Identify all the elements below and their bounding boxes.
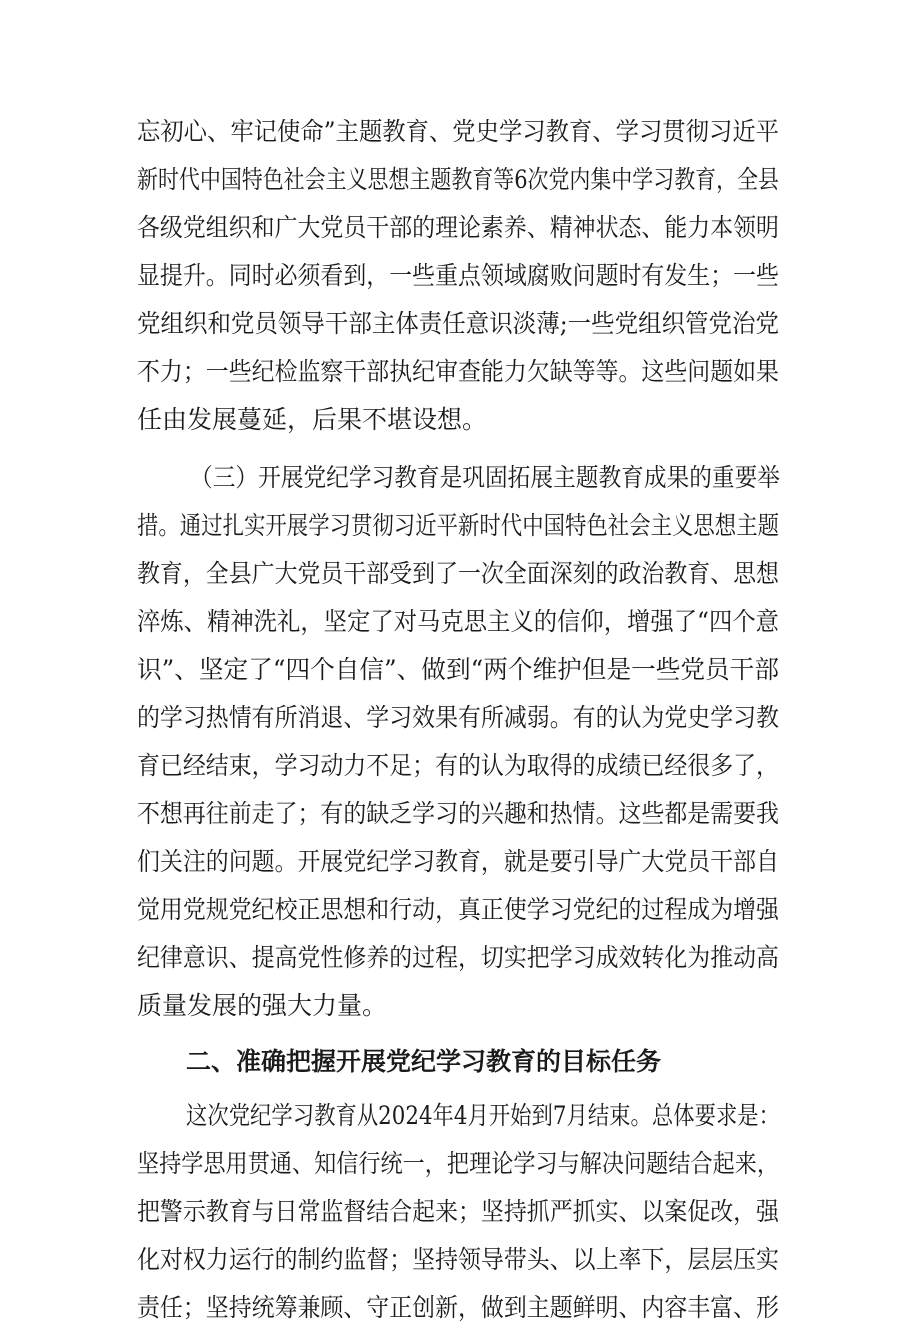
text-line: 新时代中国特色社会主义思想主题教育等6次党内集中学习教育，全县	[137, 165, 779, 194]
text-line: 淬炼、精神洗礼，坚定了对马克思主义的信仰，增强了“四个意	[137, 607, 779, 636]
text-line: 们关注的问题。开展党纪学习教育，就是要引导广大党员干部自	[137, 847, 779, 876]
text-line: 这次党纪学习教育从2024年4月开始到7月结束。总体要求是：	[186, 1101, 780, 1130]
text-line: 不力；一些纪检监察干部执纪审查能力欠缺等等。这些问题如果	[137, 357, 779, 386]
text-line: 党组织和党员领导干部主体责任意识淡薄;一些党组织管党治党	[137, 309, 779, 338]
text-line: 坚持学思用贯通、知信行统一，把理论学习与解决问题结合起来，	[137, 1149, 779, 1178]
text-line: （三）开展党纪学习教育是巩固拓展主题教育成果的重要举	[190, 463, 780, 492]
text-line: 觉用党规党纪校正思想和行动，真正使学习党纪的过程成为增强	[137, 895, 779, 924]
text-line: 把警示教育与日常监督结合起来；坚持抓严抓实、以案促改，强	[137, 1197, 779, 1226]
text-line: 的学习热情有所消退、学习效果有所减弱。有的认为党史学习教	[137, 703, 779, 732]
text-line: 育已经结束，学习动力不足；有的认为取得的成绩已经很多了，	[137, 751, 779, 780]
text-line: 措。通过扎实开展学习贯彻习近平新时代中国特色社会主义思想主题	[137, 511, 779, 540]
text-line: 化对权力运行的制约监督；坚持领导带头、以上率下，层层压实	[137, 1245, 779, 1274]
text-line: 忘初心、牢记使命”主题教育、党史学习教育、学习贯彻习近平	[137, 117, 779, 146]
text-line: 识”、坚定了“四个自信”、做到“两个维护但是一些党员干部	[137, 655, 779, 684]
text-line: 不想再往前走了；有的缺乏学习的兴趣和热情。这些都是需要我	[137, 799, 779, 828]
text-line: 任由发展蔓延，后果不堪设想。	[137, 405, 488, 434]
text-line: 质量发展的强大力量。	[137, 991, 388, 1020]
text-line: 纪律意识、提高党性修养的过程，切实把学习成效转化为推动高	[137, 943, 779, 972]
text-line: 各级党组织和广大党员干部的理论素养、精神状态、能力本领明	[137, 213, 779, 242]
text-line: 显提升。同时必须看到，一些重点领域腐败问题时有发生；一些	[137, 261, 779, 290]
text-line: 责任；坚持统筹兼顾、守正创新，做到主题鲜明、内容丰富、形	[137, 1293, 779, 1322]
section-heading: 二、准确把握开展党纪学习教育的目标任务	[186, 1047, 662, 1076]
text-line: 教育，全县广大党员干部受到了一次全面深刻的政治教育、思想	[137, 559, 779, 588]
